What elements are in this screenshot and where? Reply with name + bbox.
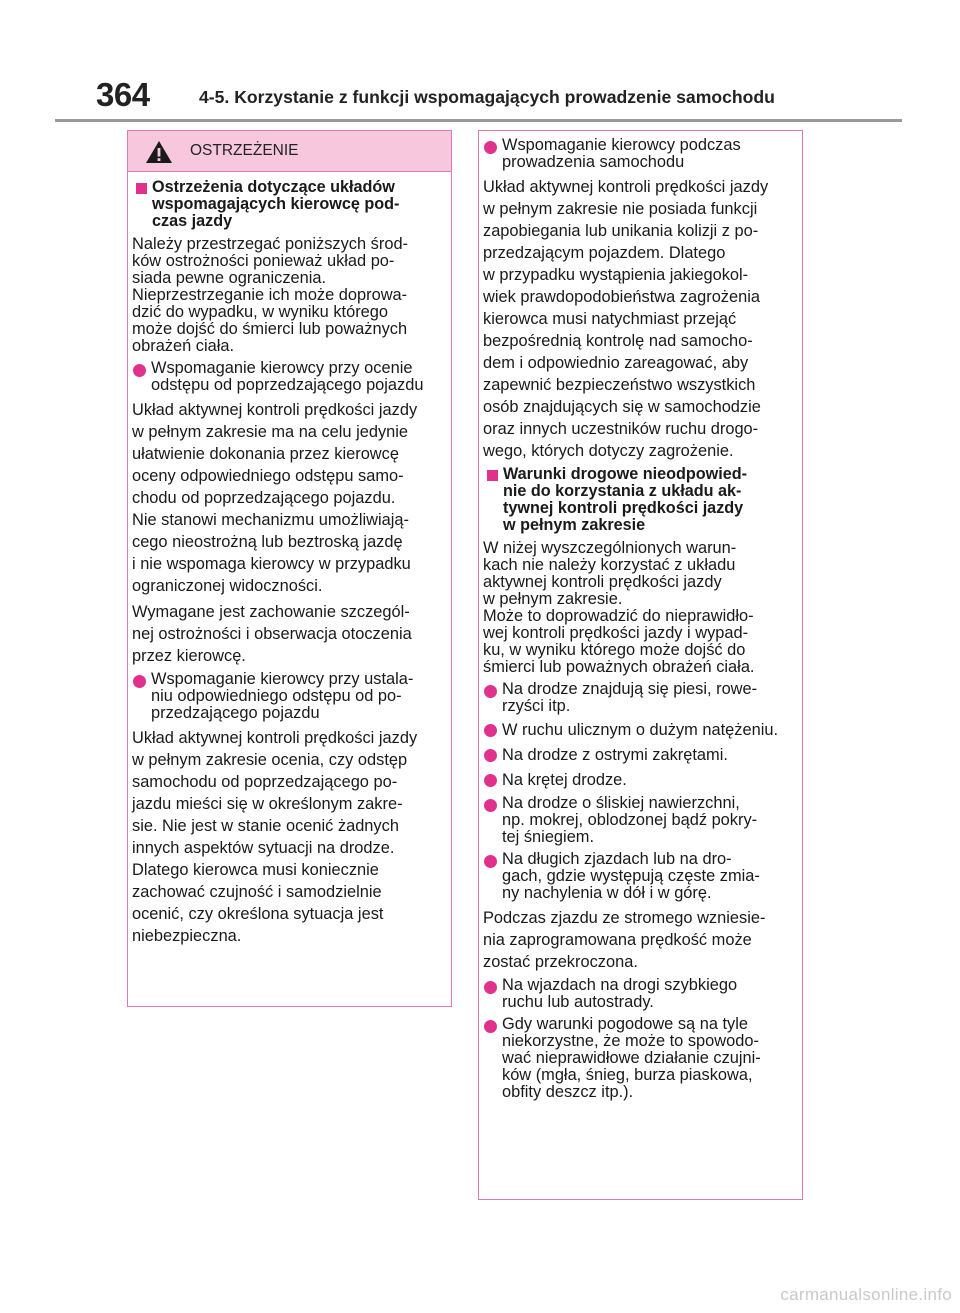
text-line: prowadzenia samochodu: [502, 153, 685, 171]
bullet-item: [483, 977, 802, 1011]
text-line: Dlatego kierowca musi koniecznie: [132, 861, 379, 879]
text-line: obrażeń ciała.: [132, 337, 235, 355]
text-line: przedzającym pojazdem. Dlatego: [483, 244, 726, 262]
text-line: przedzającego pojazdu: [151, 704, 320, 722]
text-line: obfity deszcz itp.).: [502, 1083, 634, 1101]
warning-intro: [132, 236, 451, 355]
bullet-dot-icon: [484, 685, 497, 698]
text-line: w pełnym zakresie ma na celu jedynie: [132, 423, 409, 441]
text-line: niebezpieczna.: [132, 927, 242, 945]
text-line: w przypadku wystąpienia jakiegokol-: [483, 266, 749, 284]
text-line: chodu od poprzedzającego pojazdu.: [132, 489, 396, 507]
text-line: i nie wspomaga kierowcy w przypadku: [132, 555, 411, 573]
text-line: zachować czujność i samodzielnie: [132, 883, 382, 901]
text-line: Wspomaganie kierowcy podczas: [502, 136, 741, 154]
text-line: ocenić, czy określona sytuacja jest: [132, 905, 384, 923]
right-content: [483, 137, 802, 1106]
bullet-item: [483, 745, 802, 766]
right-subheading: [483, 466, 802, 534]
text-line: Na drodze z ostrymi zakrętami.: [502, 746, 728, 764]
text-line: wać nieprawidłowe działanie czujni-: [502, 1049, 761, 1067]
text-line: Gdy warunki pogodowe są na tyle: [502, 1015, 749, 1033]
text-line: w pełnym zakresie nie posiada funkcji: [483, 200, 758, 218]
text-line: ruchu lub autostrady.: [502, 993, 654, 1011]
warning-paragraph-2: [132, 601, 451, 667]
page-header: [96, 76, 798, 116]
text-line: Nie stanowi mechanizmu umożliwiają-: [132, 511, 409, 529]
text-line: W niżej wyszczególnionych warun-: [483, 539, 737, 557]
text-line: Ostrzeżenia dotyczące układów: [152, 178, 395, 196]
text-line: Może to doprowadzić do nieprawidło-: [483, 607, 754, 625]
warning-title: OSTRZEŻENIE: [190, 142, 299, 159]
bullet-dot-icon: [133, 675, 146, 688]
text-line: Warunki drogowe nieodpowied-: [503, 465, 748, 483]
warning-paragraph-3: [132, 727, 451, 947]
text-line: Na krętej drodze.: [502, 771, 627, 789]
bullet-dot-icon: [133, 364, 146, 377]
text-line: Wspomaganie kierowcy przy ustala-: [151, 670, 414, 688]
text-line: nej ostrożności i obserwacja otoczenia: [132, 625, 412, 643]
bullet-dot-icon: [484, 774, 497, 787]
warning-content: [132, 179, 451, 947]
text-line: odstępu od poprzedzającego pojazdu: [151, 376, 424, 394]
text-line: wiek prawdopodobieństwa zagrożenia: [483, 288, 760, 306]
right-paragraph-2: [483, 540, 802, 676]
text-line: Wymagane jest zachowanie szczegól-: [132, 603, 410, 621]
text-line: jazdu mieści się w określonym zakre-: [132, 795, 403, 813]
text-line: ułatwienie dokonania przez kierowcę: [132, 445, 399, 463]
text-line: dem i odpowiednio zareagować, aby: [483, 354, 749, 372]
text-line: ków ostrożności ponieważ układ po-: [132, 252, 395, 270]
text-line: Na drodze o śliskiej nawierzchni,: [502, 794, 740, 812]
text-line: ku, w wyniku którego może dojść do: [483, 641, 746, 659]
text-line: kierowca musi natychmiast przejąć: [483, 310, 737, 328]
text-line: W ruchu ulicznym o dużym natężeniu.: [502, 721, 779, 739]
text-line: ny nachylenia w dół i w górę.: [502, 884, 712, 902]
text-line: tej śniegiem.: [502, 828, 595, 846]
footer-watermark: carmanualsonline.info: [780, 1285, 952, 1304]
right-paragraph-3: [483, 907, 802, 973]
warning-subheading: [132, 179, 451, 230]
warning-box-continued: [478, 130, 803, 1200]
bullet-item: [483, 770, 802, 791]
text-line: Układ aktywnej kontroli prędkości jazdy: [483, 178, 769, 196]
text-line: nia zaprogramowana prędkość może: [483, 931, 752, 949]
text-line: Na wjazdach na drogi szybkiego: [502, 976, 738, 994]
text-line: w pełnym zakresie.: [483, 590, 623, 608]
text-line: ków (mgła, śnieg, burza piaskowa,: [502, 1066, 753, 1084]
text-line: w pełnym zakresie ocenia, czy odstęp: [132, 751, 408, 769]
condition-list-b: [483, 977, 802, 1101]
text-line: Na drodze znajdują się piesi, rowe-: [502, 680, 758, 698]
warning-bullet-1: [132, 360, 451, 394]
text-line: Nieprzestrzeganie ich może doprowa-: [132, 286, 408, 304]
text-line: wej kontroli prędkości jazdy i wypad-: [483, 624, 749, 642]
text-line: bezpośrednią kontrolę nad samocho-: [483, 332, 753, 350]
bullet-item: [483, 681, 802, 715]
square-bullet-icon: [487, 470, 498, 481]
text-line: nie do korzystania z układu ak-: [503, 482, 742, 500]
text-line: cego nieostrożną lub beztroską jazdę: [132, 533, 403, 551]
text-line: np. mokrej, oblodzonej bądź pokry-: [502, 811, 758, 829]
text-line: kach nie należy korzystać z układu: [483, 556, 736, 574]
text-line: Należy przestrzegać poniższych środ-: [132, 235, 409, 253]
warning-paragraph-1: [132, 399, 451, 597]
text-line: oraz innych uczestników ruchu drogo-: [483, 420, 759, 438]
header-rule: [55, 119, 902, 122]
text-line: Układ aktywnej kontroli prędkości jazdy: [132, 729, 418, 747]
text-line: niekorzystne, że może to spowodo-: [502, 1032, 759, 1050]
text-line: wspomagających kierowcę pod-: [152, 195, 400, 213]
text-line: zostać przekroczona.: [483, 953, 638, 971]
text-line: innych aspektów sytuacji na drodze.: [132, 839, 395, 857]
warning-bullet-2: [132, 671, 451, 722]
bullet-dot-icon: [484, 981, 497, 994]
bullet-dot-icon: [484, 855, 497, 868]
text-line: Wspomaganie kierowcy przy ocenie: [151, 359, 413, 377]
warning-triangle-icon: [145, 140, 173, 164]
bullet-item: [483, 795, 802, 846]
text-line: śmierci lub poważnych obrażeń ciała.: [483, 658, 755, 676]
page-number: 364: [96, 76, 150, 113]
bullet-item: [483, 851, 802, 902]
bullet-item: [483, 1016, 802, 1101]
text-line: aktywnej kontroli prędkości jazdy: [483, 573, 722, 591]
text-line: samochodu od poprzedzającego po-: [132, 773, 398, 791]
text-line: w pełnym zakresie: [503, 516, 646, 534]
text-line: oceny odpowiedniego odstępu samo-: [132, 467, 404, 485]
text-line: zapobiegania lub unikania kolizji z po-: [483, 222, 759, 240]
text-line: osób znajdujących się w samochodzie: [483, 398, 761, 416]
text-line: Podczas zjazdu ze stromego wzniesie-: [483, 909, 766, 927]
text-line: zapewnić bezpieczeństwo wszystkich: [483, 376, 756, 394]
square-bullet-icon: [136, 183, 147, 194]
condition-list-a: [483, 681, 802, 902]
text-line: Układ aktywnej kontroli prędkości jazdy: [132, 401, 418, 419]
text-line: rzyści itp.: [502, 697, 571, 715]
bullet-dot-icon: [484, 749, 497, 762]
bullet-dot-icon: [484, 141, 497, 154]
right-bullet-1: [483, 137, 802, 171]
text-line: siada pewne ograniczenia.: [132, 269, 327, 287]
right-paragraph-1: [483, 176, 802, 462]
bullet-item: [483, 720, 802, 741]
text-line: przez kierowcę.: [132, 647, 246, 665]
bullet-dot-icon: [484, 799, 497, 812]
warning-header: [128, 131, 451, 172]
text-line: dzić do wypadku, w wyniku którego: [132, 303, 388, 321]
text-line: ograniczonej widoczności.: [132, 577, 323, 595]
bullet-dot-icon: [484, 1020, 497, 1033]
text-line: wego, których dotyczy zagrożenie.: [483, 442, 734, 460]
section-title: 4-5. Korzystanie z funkcji wspomagających prowadzenie samochodu: [199, 87, 775, 107]
text-line: tywnej kontroli prędkości jazdy: [503, 499, 744, 517]
text-line: gach, gdzie występują częste zmia-: [502, 867, 760, 885]
text-line: czas jazdy: [152, 212, 233, 230]
bullet-dot-icon: [484, 724, 497, 737]
warning-box: [127, 130, 452, 1007]
text-line: Na długich zjazdach lub na dro-: [502, 850, 732, 868]
text-line: może dojść do śmierci lub poważnych: [132, 320, 408, 338]
text-line: sie. Nie jest w stanie ocenić żadnych: [132, 817, 399, 835]
text-line: niu odpowiedniego odstępu od po-: [151, 687, 402, 705]
